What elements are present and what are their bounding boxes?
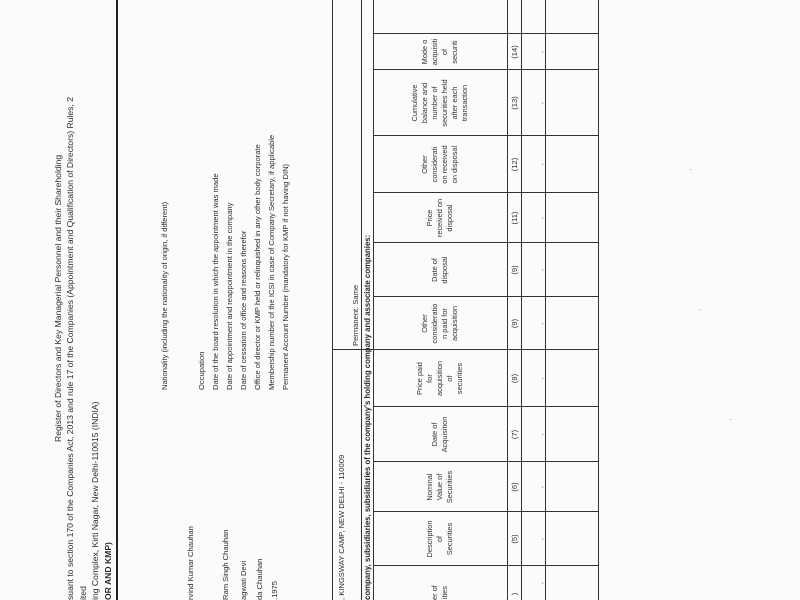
col-number: (8) — [510, 373, 519, 384]
table-rule-bottom — [598, 0, 599, 600]
company-name: ited — [78, 586, 88, 600]
person-name: rvind Kumar Chauhan — [186, 526, 195, 600]
empty-cell-mark: - — [540, 485, 547, 489]
spouse-name: da Chauhan — [255, 558, 264, 600]
empty-cell-mark: - — [540, 268, 547, 272]
label-nationality: Nationality (including the nationality of origin, if different) — [160, 201, 169, 390]
section-heading: OR AND KMP) — [103, 542, 113, 600]
company-address: ing Complex, Kirti Nagar, New Delhi-110015 (INDIA) — [90, 401, 100, 600]
col-number: (5) — [510, 534, 519, 544]
label-other-body-corporate: Office of director or KMP held or relinquished in any other body corporate — [253, 144, 262, 390]
col-header-date-of-disposal: Date of disposal — [430, 256, 449, 284]
label-board-resolution-date: Date of the board resolution in which the appointment was made — [211, 173, 220, 390]
col-header-date-of-acquisition: Date of Acquisition — [430, 416, 449, 453]
section-divider — [116, 0, 118, 600]
empty-cell-mark: - — [540, 101, 547, 105]
col-header-number-of-securities: er of ities — [430, 585, 449, 600]
date-of-birth: .1975 — [270, 580, 279, 600]
empty-cell-mark: - — [540, 433, 547, 436]
col-number: (13) — [510, 96, 519, 110]
label-occupation: Occupation — [197, 351, 206, 390]
table-rule — [507, 0, 508, 600]
col-header-other-consideration-received: Other considerati on received on disposal — [420, 145, 459, 184]
present-address: , KINGSWAY CAMP, NEW DELHI - 110009 — [337, 454, 346, 600]
label-pan: Permanent Account Number (mandatory for KMP if not having DIN) — [281, 163, 290, 390]
register-subtitle: suant to section 170 of the Companies Act, 2013 and rule 17 of the Companies (Appointment and Qualification of Directors) Rules, 2 — [65, 96, 75, 600]
empty-cell-mark: - — [540, 163, 547, 166]
table-rule — [361, 0, 362, 600]
col-header-cumulative-balance: Cumulative balance and number of securities held after each transaction — [410, 79, 469, 127]
scan-speck — [690, 169, 691, 170]
table-rule-top — [332, 0, 333, 600]
col-number: (9) — [510, 265, 519, 275]
scan-speck — [730, 419, 731, 420]
empty-cell-mark: - — [540, 537, 547, 541]
empty-cell-mark: - — [540, 377, 547, 380]
register-title: Register of Directors and Key Managerial Personnel and their Shareholding — [53, 154, 63, 442]
empty-cell-mark: - — [540, 581, 547, 585]
col-number: (14) — [510, 45, 519, 59]
col-header-price-paid: Price paid for acquisition of securities — [415, 361, 464, 396]
father-name: Ram Singh Chauhan — [221, 529, 230, 600]
empty-cell-mark: - — [540, 50, 547, 54]
permanent-address: Permanent: Same — [351, 284, 360, 346]
empty-cell-mark: - — [540, 216, 547, 220]
mother-name: agwati Devi — [239, 560, 248, 600]
col-header-description: Description of Securities — [425, 520, 454, 558]
col-number: (7) — [510, 429, 519, 440]
label-cessation-date: Date of cessation of office and reasons therefor — [239, 230, 248, 390]
col-header-other-consideration-paid: Other consideratio n paid for acquisition — [420, 303, 459, 344]
empty-cell-mark: - — [540, 322, 547, 325]
col-header-price-received: Price received on disposal — [425, 198, 454, 238]
label-icsi-membership: Membership number of the ICSI in case of Company Secretary, if applicable — [267, 134, 276, 390]
col-number: (9) — [510, 318, 519, 329]
col-number: (11) — [510, 211, 519, 225]
table-rule — [373, 0, 374, 600]
col-header-mode-of-acquisition: Mode o acquisiti of securiti — [420, 38, 459, 66]
table-caption: company, subsidiaries, subsidiaries of the company's holding company and associate companies: — [363, 234, 372, 600]
scan-speck — [700, 309, 701, 310]
col-number: (6) — [510, 482, 519, 492]
label-appointment-date: Date of appointment and reappointment in the company — [225, 202, 234, 390]
col-number: ) — [510, 592, 519, 596]
col-number: (12) — [510, 157, 519, 172]
table-rule — [521, 0, 522, 600]
col-header-nominal-value: Nominal Value of Securities — [425, 470, 454, 504]
